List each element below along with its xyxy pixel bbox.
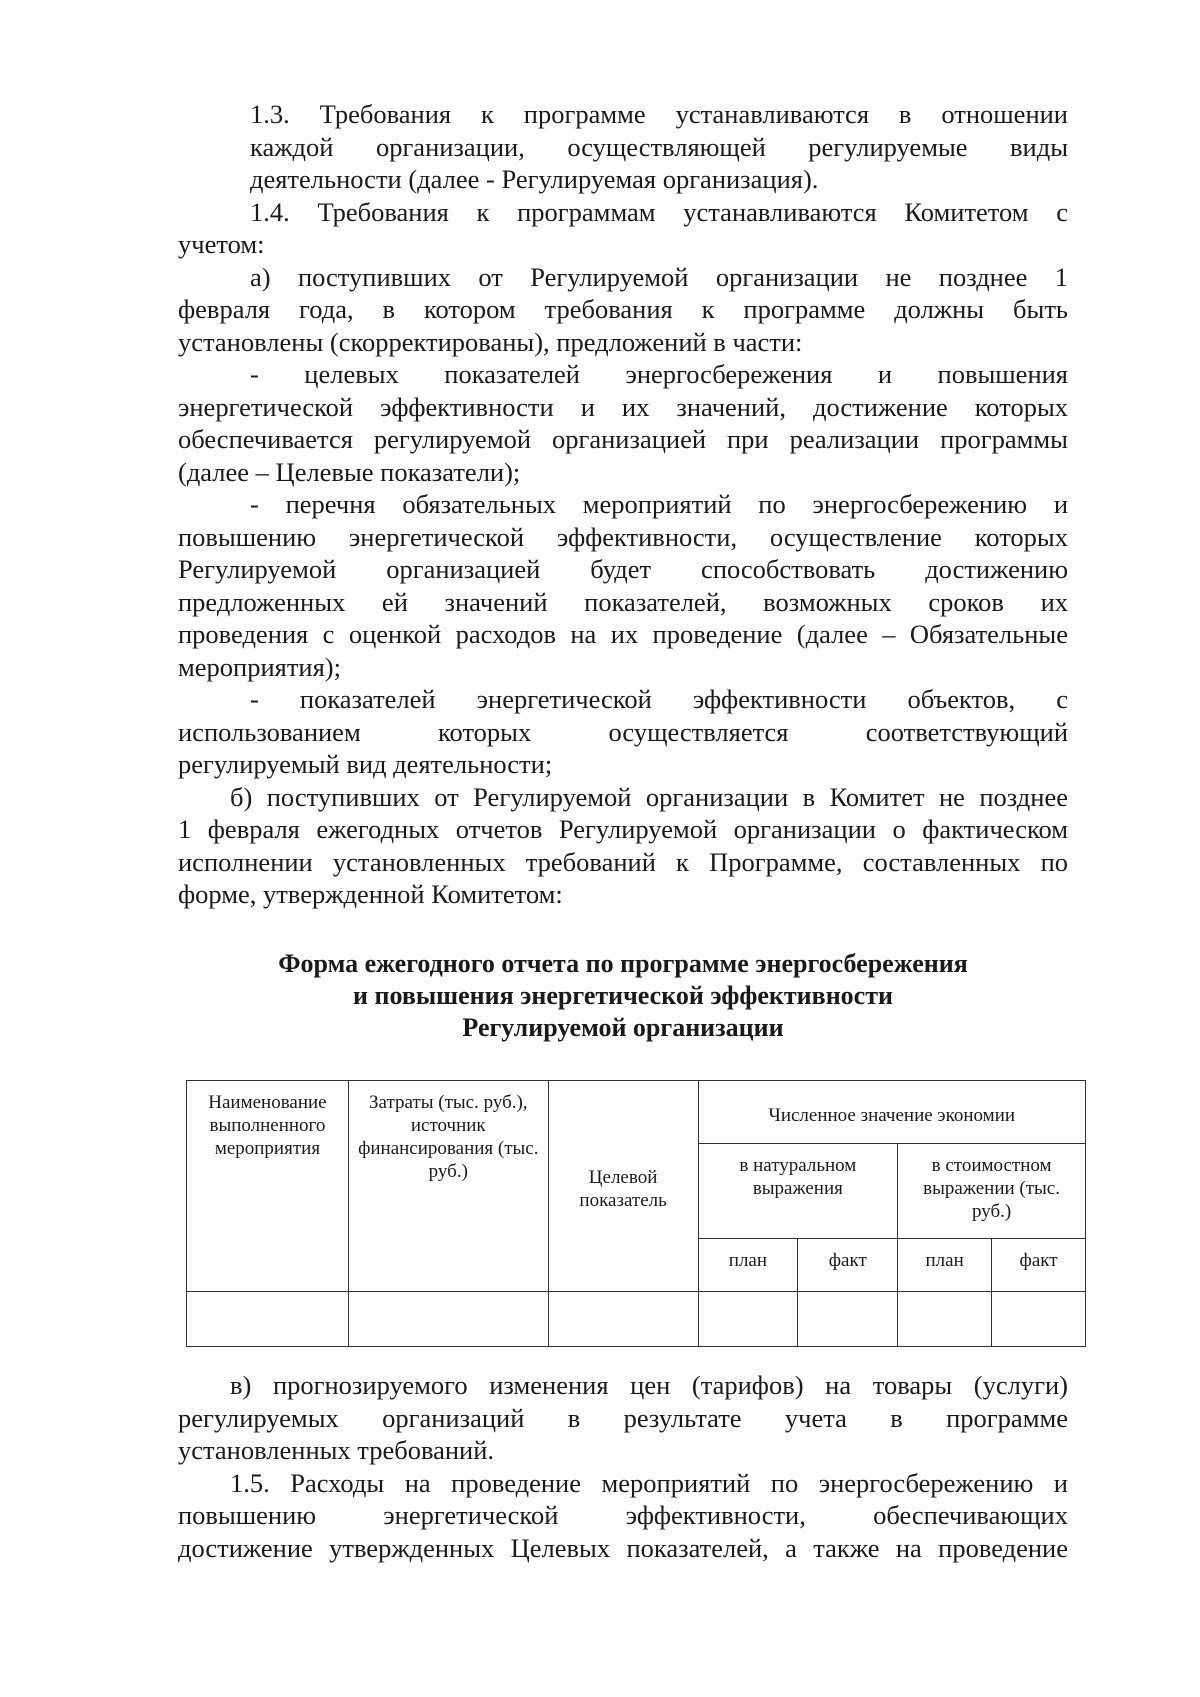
text-line: мероприятия); [178, 651, 341, 682]
table-cell [348, 1292, 548, 1347]
paragraph-a-item-2 [178, 488, 1068, 683]
text-line: энергетической эффективности и их значений, достижение которых [178, 391, 1068, 422]
text-line: в) прогнозируемого изменения цен (тарифов) на товары (услуги) [230, 1370, 1068, 1400]
text-line: 1.4. Требования к программам устанавливаются Комитетом с [250, 196, 1068, 227]
form-title-line: Форма ежегодного отчета по программе энергосбережения [278, 949, 968, 978]
paragraph-1-4 [178, 196, 1068, 261]
table-cell [992, 1292, 1086, 1347]
text-line: установленных требований. [178, 1435, 495, 1465]
text-line: 1.5. Расходы на проведение мероприятий по энергосбережению и [230, 1467, 1068, 1498]
text-line: форме, утвержденной Комитетом: [178, 879, 563, 909]
header-target-indicator: Целевой показатель [548, 1081, 698, 1292]
header-fact-natural: факт [798, 1239, 898, 1292]
header-natural-terms: в натуральном выражения [698, 1144, 898, 1239]
text-line: 1 февраля ежегодных отчетов Регулируемой организации о фактическом [178, 814, 1068, 844]
table-row [187, 1292, 1086, 1347]
form-title-line: Регулируемой организации [462, 1013, 784, 1042]
text-line: регулируемых организаций в результате учета в программе [178, 1402, 1068, 1433]
text-line: каждой организации, осуществляющей регулируемые виды [250, 131, 1068, 162]
paragraph-1-5 [178, 1467, 1068, 1565]
text-line: установлены (скорректированы), предложений в части: [178, 326, 803, 357]
table-cell [187, 1292, 349, 1347]
header-monetary-terms: в стоимостном выражении (тыс. руб.) [898, 1144, 1086, 1239]
form-title-line: и повышения энергетической эффективности [353, 981, 893, 1010]
paragraph-c [178, 1369, 1068, 1467]
header-fact-monetary: факт [992, 1239, 1086, 1292]
paragraph-a-item-1 [178, 358, 1068, 488]
header-savings-value: Численное значение экономии [698, 1081, 1086, 1144]
header-costs: Затраты (тыс. руб.), источник финансирования (тыс. руб.) [348, 1081, 548, 1292]
paragraph-a-item-3 [178, 683, 1068, 781]
text-line: (далее – Целевые показатели); [178, 456, 521, 487]
text-line: регулируемый вид деятельности; [178, 749, 553, 779]
table-cell [898, 1292, 992, 1347]
header-plan-monetary: план [898, 1239, 992, 1292]
text-line: февраля года, в котором требования к программе должны быть [178, 294, 1068, 324]
text-line: исполнении установленных требований к Программе, составленных по [178, 846, 1068, 877]
report-form-table [186, 1080, 1086, 1347]
body-text-top [178, 98, 1068, 911]
text-line: - показателей энергетической эффективности объектов, с [250, 684, 1068, 714]
text-line: использованием которых осуществляется соответствующий [178, 716, 1068, 747]
paragraph-1-3 [178, 98, 1068, 196]
text-line: предложенных ей значений показателей, возможных сроков их [178, 586, 1068, 617]
text-line: Регулируемой организацией будет способствовать достижению [178, 554, 1068, 584]
table-cell [798, 1292, 898, 1347]
text-line: достижение утвержденных Целевых показателей, а также на проведение [178, 1532, 1068, 1563]
form-title [178, 948, 1068, 1044]
body-text-bottom [178, 1369, 1068, 1564]
text-line: 1.3. Требования к программе устанавливаются в отношении [250, 99, 1068, 129]
text-line: а) поступивших от Регулируемой организации не позднее 1 [250, 261, 1068, 292]
text-line: учетом: [178, 229, 265, 259]
table-cell [698, 1292, 798, 1347]
text-line: - перечня обязательных мероприятий по энергосбережению и [250, 489, 1068, 519]
paragraph-a [178, 261, 1068, 359]
text-line: - целевых показателей энергосбережения и повышения [250, 359, 1068, 389]
text-line: повышению энергетической эффективности, осуществление которых [178, 521, 1068, 552]
table-cell [548, 1292, 698, 1347]
text-line: повышению энергетической эффективности, обеспечивающих [178, 1500, 1068, 1530]
paragraph-b [178, 781, 1068, 911]
text-line: б) поступивших от Регулируемой организации в Комитет не позднее [230, 781, 1068, 812]
header-activity-name: Наименование выполненного мероприятия [187, 1081, 349, 1292]
text-line: обеспечивается регулируемой организацией при реализации программы [178, 424, 1068, 454]
text-line: проведения с оценкой расходов на их проведение (далее – Обязательные [178, 619, 1068, 649]
text-line: деятельности (далее - Регулируемая организация). [250, 164, 819, 194]
header-plan-natural: план [698, 1239, 798, 1292]
